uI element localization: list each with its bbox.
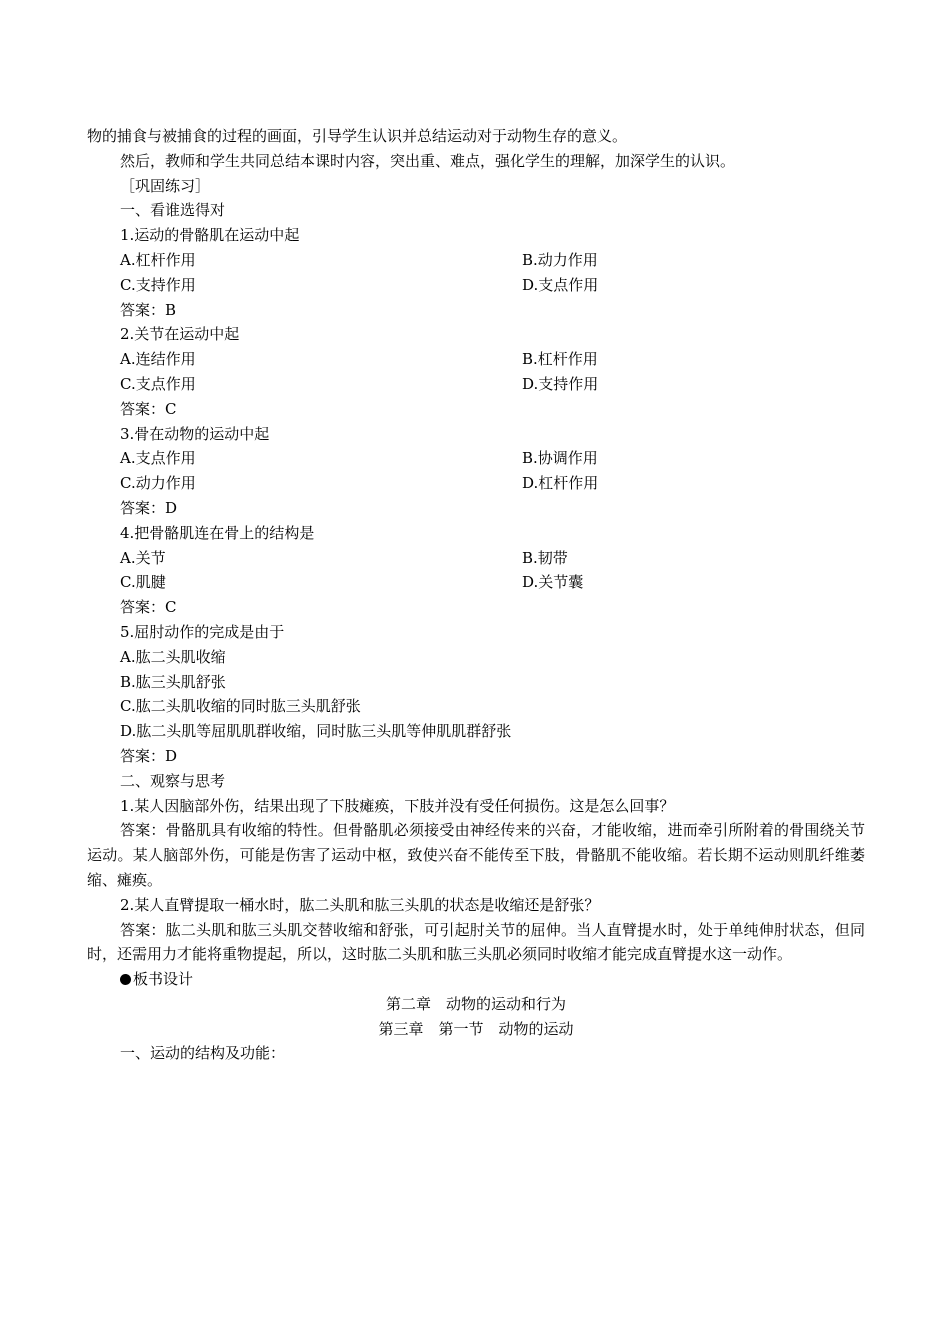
question-4-options-row-1 (87, 546, 865, 571)
option-a: A.杠杆作用 (120, 250, 196, 269)
answer-2: 答案：C (120, 399, 177, 418)
question-1-options-row-2 (87, 273, 865, 298)
option-c: C.动力作用 (120, 474, 196, 493)
section-1-heading: 一、看谁选得对 (120, 201, 226, 220)
intro-line-1: 物的捕食与被捕食的过程的画面，引导学生认识并总结运动对于动物生存的意义。 (87, 127, 628, 145)
question-2-options-row-2 (87, 372, 865, 397)
bullet-icon (120, 974, 131, 985)
option-d: D.关节囊 (522, 573, 584, 592)
question-3: 3.骨在动物的运动中起 (120, 424, 270, 443)
option-a: A.肱二头肌收缩 (120, 647, 226, 666)
option-c: C.支持作用 (120, 275, 196, 294)
option-d: D.杠杆作用 (522, 474, 599, 493)
board-title-2: 第三章 第一节 动物的运动 (378, 1019, 574, 1038)
answer-4: 答案：C (120, 598, 177, 617)
observation-answer-1: 答案：骨骼肌具有收缩的特性。但骨骼肌必须接受由神经传来的兴奋，才能收缩，进而牵引所附着的骨围绕关节运动。某人脑部外伤，可能是伤害了运动中枢，致使兴奋不能传至下肢，骨骼肌不能收缩。若长期不运动则肌纤维萎缩、瘫痪。 (87, 821, 865, 889)
option-c: C.支点作用 (120, 374, 196, 393)
document-page (87, 124, 865, 1066)
board-heading-line (87, 967, 865, 992)
option-d: D.支持作用 (522, 374, 599, 393)
section-2-heading: 二、观察与思考 (120, 771, 226, 790)
answer-1: 答案：B (120, 300, 177, 319)
option-b: B.协调作用 (522, 449, 598, 468)
option-b: B.韧带 (522, 548, 568, 567)
question-3-options-row-2 (87, 471, 865, 496)
practice-heading: ［巩固练习］ (120, 176, 211, 195)
option-d: D.支点作用 (522, 275, 599, 294)
option-a: A.连结作用 (120, 350, 196, 369)
option-a: A.支点作用 (120, 449, 196, 468)
question-4: 4.把骨骼肌连在骨上的结构是 (120, 523, 315, 542)
question-4-options-row-2 (87, 570, 865, 595)
board-title-1: 第二章 动物的运动和行为 (385, 994, 566, 1013)
intro-line-2: 然后，教师和学生共同总结本课时内容，突出重、难点，强化学生的理解，加深学生的认识。 (120, 151, 736, 170)
option-c: C.肱二头肌收缩的同时肱三头肌舒张 (120, 697, 361, 716)
question-1-options-row-1 (87, 248, 865, 273)
observation-answer-2: 答案：肱二头肌和肱三头肌交替收缩和舒张，可引起肘关节的屈伸。当人直臂提水时，处于单纯伸肘状态，但同时，还需用力才能将重物提起，所以，这时肱二头肌和肱三头肌必须同时收缩才能完成直臂提水这一动作。 (87, 920, 865, 964)
option-b: B.肱三头肌舒张 (120, 672, 226, 691)
option-c: C.肌腱 (120, 573, 166, 592)
question-2-options-row-1 (87, 347, 865, 372)
option-b: B.动力作用 (522, 250, 598, 269)
question-3-options-row-1 (87, 446, 865, 471)
question-5: 5.屈肘动作的完成是由于 (120, 622, 285, 641)
observation-question-1: 1.某人因脑部外伤，结果出现了下肢瘫痪，下肢并没有受任何损伤。这是怎么回事？ (120, 796, 675, 815)
option-b: B.杠杆作用 (522, 350, 598, 369)
answer-5: 答案：D (120, 746, 178, 765)
question-1: 1.运动的骨骼肌在运动中起 (120, 226, 300, 245)
observation-question-2: 2.某人直臂提取一桶水时，肱二头肌和肱三头肌的状态是收缩还是舒张？ (120, 895, 600, 914)
question-2: 2.关节在运动中起 (120, 325, 240, 344)
answer-3: 答案：D (120, 498, 178, 517)
option-d: D.肱二头肌等屈肌肌群收缩，同时肱三头肌等伸肌肌群舒张 (120, 722, 512, 741)
board-heading: 板书设计 (133, 970, 194, 989)
board-item-1: 一、运动的结构及功能： (120, 1044, 286, 1063)
option-a: A.关节 (120, 548, 166, 567)
